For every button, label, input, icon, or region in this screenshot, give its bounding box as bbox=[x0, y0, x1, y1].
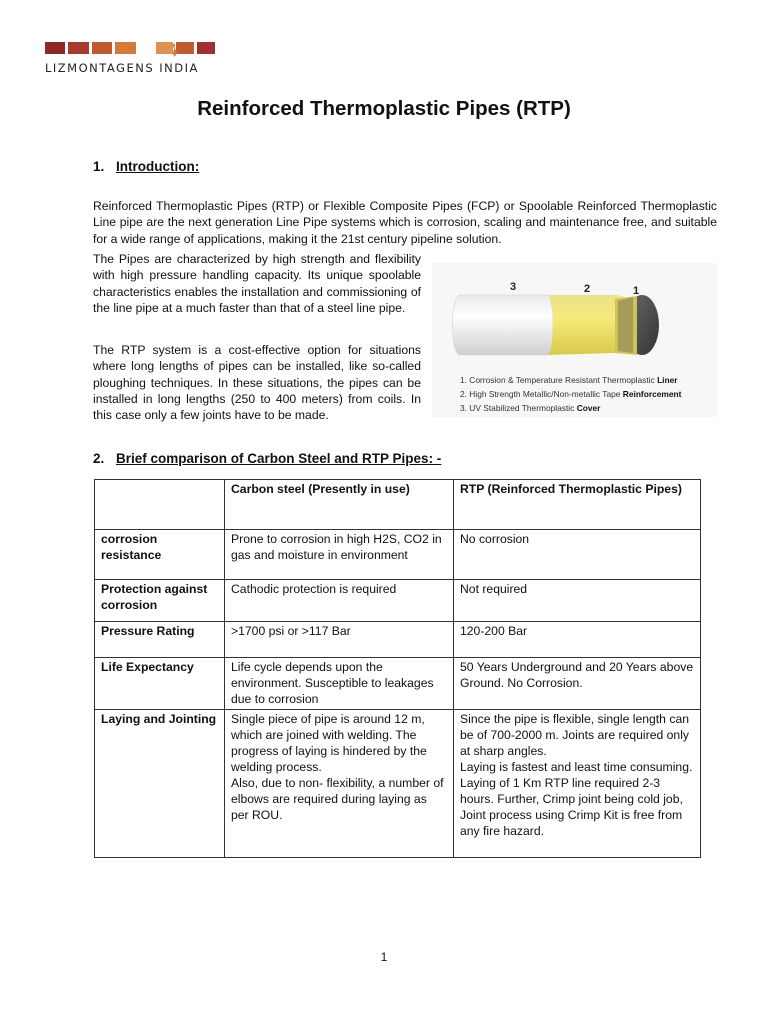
table-row bbox=[95, 658, 701, 710]
flame-icon bbox=[167, 42, 181, 58]
figure-legend bbox=[460, 373, 720, 415]
logo-bar bbox=[92, 42, 112, 54]
table-row bbox=[95, 622, 701, 658]
logo-text: LIZMONTAGENS INDIA bbox=[45, 61, 199, 75]
table-row bbox=[95, 710, 701, 858]
section-title: Brief comparison of Carbon Steel and RTP Pipes: - bbox=[116, 451, 442, 466]
layer-label-2: 2 bbox=[584, 283, 591, 295]
rtp-cell: Not required bbox=[454, 580, 701, 622]
pipe-liner-shadow bbox=[618, 297, 633, 353]
page-title: Reinforced Thermoplastic Pipes (RTP) bbox=[197, 97, 571, 120]
row-label: Pressure Rating bbox=[95, 622, 225, 658]
steel-cell: Prone to corrosion in high H2S, CO2 in gas and moisture in environment bbox=[225, 530, 454, 580]
section-number: 1. bbox=[93, 159, 105, 174]
pipe-cover-layer bbox=[453, 295, 554, 355]
steel-cell: Single piece of pipe is around 12 m, which are joined with welding. The progress of laying is hindered by the welding process. Also, due to non- flexibility, a number of elbows are required during laying as per ROU. bbox=[225, 710, 454, 858]
comparison-table bbox=[94, 479, 701, 858]
row-label: corrosion resistance bbox=[95, 530, 225, 580]
logo-color-bars bbox=[45, 42, 215, 54]
logo-bar bbox=[115, 42, 135, 54]
row-label: Laying and Jointing bbox=[95, 710, 225, 858]
logo-bar bbox=[68, 42, 88, 54]
rtp-cell: Since the pipe is flexible, single length can be of 700-2000 m. Joints are required only at sharp angles. Laying is fastest and least time consuming. Laying of 1 Km RTP line required 2-3 hours. Further, Crimp joint being cold job, Joint process using Crimp Kit is free from any fire hazard. bbox=[454, 710, 701, 858]
table-header-cell: Carbon steel (Presently in use) bbox=[225, 480, 454, 530]
table-row bbox=[95, 580, 701, 622]
layer-label-3: 3 bbox=[510, 281, 517, 293]
steel-cell: >1700 psi or >117 Bar bbox=[225, 622, 454, 658]
row-label: Protection against corrosion bbox=[95, 580, 225, 622]
logo-bar bbox=[45, 42, 65, 54]
layer-label-1: 1 bbox=[633, 285, 640, 297]
section-heading-comparison bbox=[93, 451, 441, 466]
rtp-cell: 50 Years Underground and 20 Years above Ground. No Corrosion. bbox=[454, 658, 701, 710]
section-heading-introduction bbox=[93, 159, 199, 174]
characteristics-paragraph: The Pipes are characterized by high strength and flexibility with high pressure handling capacity. Its unique spoolable characteristics enables the installation and commissioning of the line pipe at a much faster than that of a steel line pipe. bbox=[93, 252, 421, 315]
page-number: 1 bbox=[380, 950, 388, 964]
table-header-cell: RTP (Reinforced Thermoplastic Pipes) bbox=[454, 480, 701, 530]
cost-paragraph: The RTP system is a cost-effective option for situations where long lengths of pipes can be installed, like so-called ploughing techniques. In these situations, the pipes can be installed in long lengths (250 to 400 meters) from coils. In this case only a few joints have to be made. bbox=[93, 343, 421, 423]
row-label: Life Expectancy bbox=[95, 658, 225, 710]
table-row bbox=[95, 530, 701, 580]
table-header-row bbox=[95, 480, 701, 530]
steel-cell: Cathodic protection is required bbox=[225, 580, 454, 622]
company-logo bbox=[45, 42, 215, 78]
intro-paragraph: Reinforced Thermoplastic Pipes (RTP) or Flexible Composite Pipes (FCP) or Spoolable Reinforced Thermoplastic Line pipe are the next generation Line Pipe systems which is corrosion, scaling and maintenance free, and suitable for a wide range of applications, making it the 21st century pipeline solution. bbox=[93, 199, 717, 246]
legend-item: 1. Corrosion & Temperature Resistant Thermoplastic Liner bbox=[460, 375, 678, 385]
logo-bar bbox=[197, 42, 215, 54]
rtp-cell: 120-200 Bar bbox=[454, 622, 701, 658]
steel-cell: Life cycle depends upon the environment. Susceptible to leakages due to corrosion bbox=[225, 658, 454, 710]
legend-item: 2. High Strength Metallic/Non-metallic Tape Reinforcement bbox=[460, 389, 682, 399]
table-header-cell bbox=[95, 480, 225, 530]
rtp-cell: No corrosion bbox=[454, 530, 701, 580]
section-title: Introduction: bbox=[116, 159, 200, 174]
legend-item: 3. UV Stabilized Thermoplastic Cover bbox=[460, 403, 601, 413]
section-number: 2. bbox=[93, 451, 105, 466]
